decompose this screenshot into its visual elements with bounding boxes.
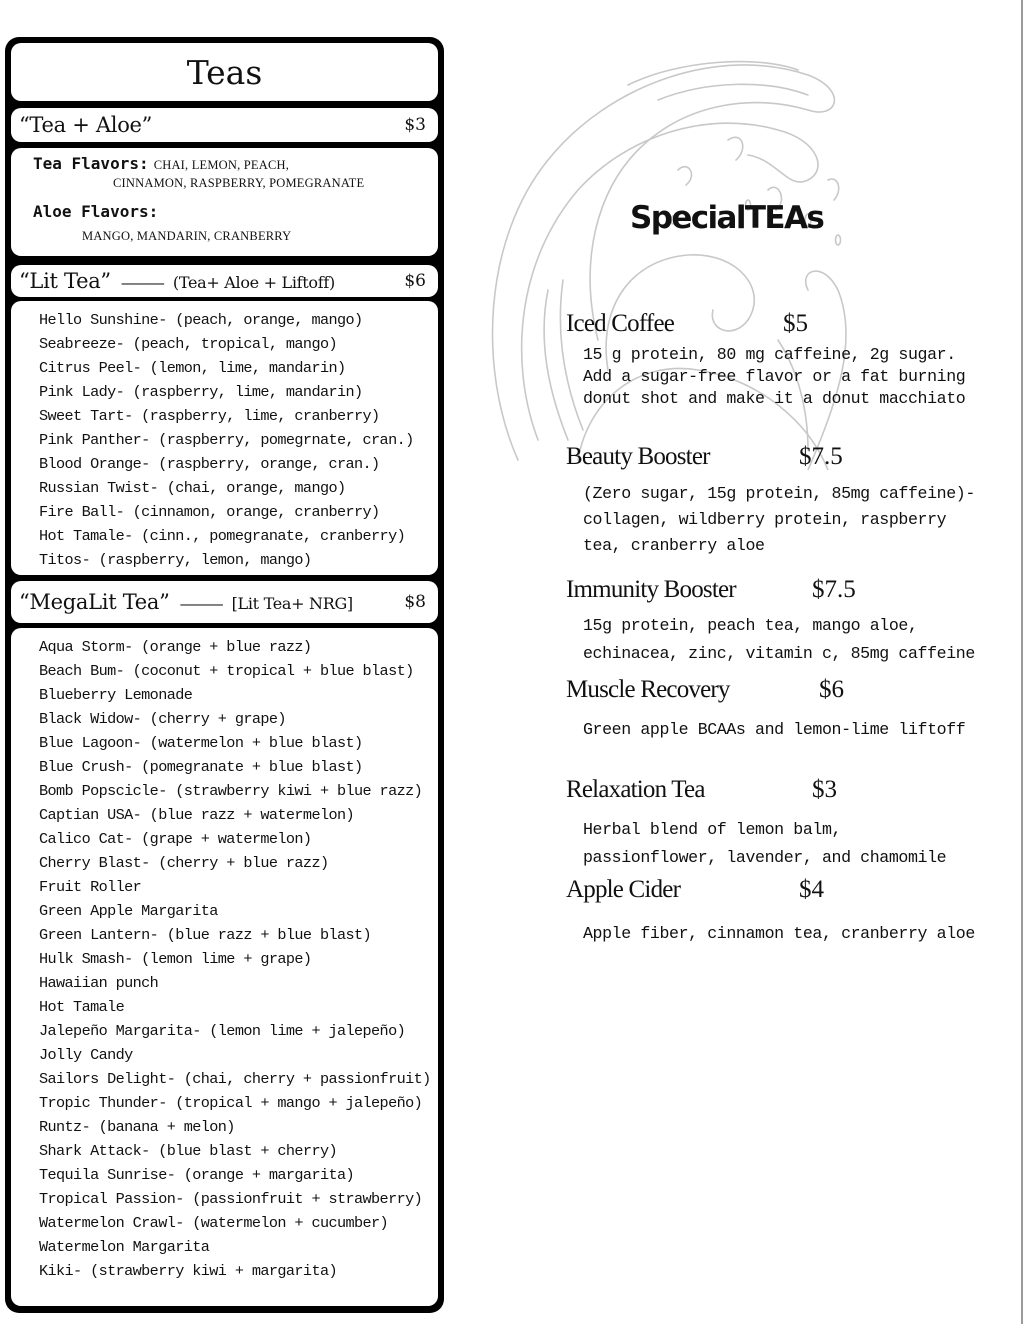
teas-title-panel — [11, 43, 438, 101]
megalit-tea-item: Jalepeño Margarita- (lemon lime + jalepeño) — [39, 1022, 406, 1040]
megalit-tea-subtitle: [Lit Tea+ NRG] — [231, 594, 353, 613]
megalit-tea-item: Blue Crush- (pomegranate + blue blast) — [39, 758, 363, 776]
specialtea-description-line: Herbal blend of lemon balm, — [583, 820, 842, 839]
specialtea-item — [566, 310, 965, 410]
lit-tea-header — [11, 265, 438, 297]
lit-tea-item: Hot Tamale- (cinn., pomegranate, cranberry) — [39, 527, 406, 545]
megalit-tea-item: Beach Bum- (coconut + tropical + blue blast) — [39, 662, 414, 680]
specialtea-name: Apple Cider — [566, 876, 681, 903]
specialtea-header — [566, 676, 965, 710]
lit-tea-list-panel — [11, 301, 438, 575]
specialtea-description-line: Add a sugar-free flavor or a fat burning — [583, 367, 966, 386]
lit-tea-list — [39, 308, 414, 572]
megalit-tea-item: Black Widow- (cherry + grape) — [39, 710, 286, 728]
megalit-tea-item: Hulk Smash- (lemon lime + grape) — [39, 950, 312, 968]
megalit-tea-item: Blue Lagoon- (watermelon + blue blast) — [39, 734, 363, 752]
lit-tea-item: Hello Sunshine- (peach, orange, mango) — [39, 311, 363, 329]
megalit-tea-item: Sailors Delight- (chai, cherry + passionfruit) — [39, 1070, 431, 1088]
lit-tea-item: Titos- (raspberry, lemon, mango) — [39, 551, 312, 569]
tea-aloe-name: “Tea + Aloe” — [19, 113, 153, 137]
wave-crest-2 — [628, 62, 808, 100]
specialtea-description-line: 15 g protein, 80 mg caffeine, 2g sugar. — [583, 345, 956, 364]
tea-aloe-header — [11, 108, 438, 142]
tea-aloe-price: $3 — [404, 115, 426, 135]
megalit-tea-item: Captian USA- (blue razz + watermelon) — [39, 806, 355, 824]
megalit-tea-item: Kiki- (strawberry kiwi + margarita) — [39, 1262, 337, 1280]
lit-tea-item: Fire Ball- (cinnamon, orange, cranberry) — [39, 503, 380, 521]
specialtea-name: Immunity Booster — [566, 576, 736, 603]
lit-tea-subtitle: (Tea+ Aloe + Liftoff) — [172, 273, 335, 292]
specialtea-name: Beauty Booster — [566, 443, 710, 470]
megalit-tea-item: Hot Tamale — [39, 998, 125, 1016]
specialtea-description-line: Green apple BCAAs and lemon-lime liftoff — [583, 720, 966, 739]
specialtea-price: $7.5 — [812, 576, 856, 603]
megalit-tea-item: Calico Cat- (grape + watermelon) — [39, 830, 312, 848]
specialtea-price: $5 — [783, 310, 808, 337]
specialtea-name: Muscle Recovery — [566, 676, 730, 703]
wave-droplet — [836, 235, 841, 245]
megalit-tea-list — [39, 635, 431, 1283]
megalit-tea-item: Tequila Sunrise- (orange + margarita) — [39, 1166, 355, 1184]
specialtea-description-line: echinacea, zinc, vitamin c, 85mg caffeine — [583, 644, 975, 663]
specialtea-item — [566, 443, 975, 559]
megalit-tea-item: Hawaiian punch — [39, 974, 159, 992]
megalit-tea-header — [11, 581, 438, 623]
specialtea-item — [566, 576, 975, 668]
specialteas-title: SpecialTEAs — [630, 200, 824, 236]
megalit-tea-dash: ——— — [179, 594, 222, 613]
megalit-tea-item: Fruit Roller — [39, 878, 142, 896]
megalit-tea-list-panel — [11, 628, 438, 1306]
teas-title: Teas — [186, 53, 263, 92]
page-edge-divider — [1021, 0, 1023, 1324]
megalit-tea-item: Green Apple Margarita — [39, 902, 218, 920]
megalit-tea-item: Runtz- (banana + melon) — [39, 1118, 235, 1136]
specialtea-header — [566, 776, 946, 810]
specialtea-item — [566, 676, 965, 742]
megalit-tea-item: Bomb Popscicle- (strawberry kiwi + blue razz) — [39, 782, 423, 800]
megalit-tea-item: Tropical Passion- (passionfruit + strawberry) — [39, 1190, 423, 1208]
lit-tea-dash: ——— — [120, 273, 163, 292]
specialtea-price: $3 — [812, 776, 837, 803]
specialtea-price: $4 — [799, 876, 824, 903]
specialtea-header — [566, 310, 965, 344]
megalit-tea-item: Watermelon Crawl- (watermelon + cucumber) — [39, 1214, 389, 1232]
megalit-tea-item: Watermelon Margarita — [39, 1238, 210, 1256]
megalit-tea-item: Green Lantern- (blue razz + blue blast) — [39, 926, 372, 944]
specialtea-price: $6 — [819, 676, 844, 703]
aloe-flavors-values: MANGO, MANDARIN, CRANBERRY — [82, 229, 292, 243]
megalit-tea-item: Aqua Storm- (orange + blue razz) — [39, 638, 312, 656]
megalit-tea-item: Blueberry Lemonade — [39, 686, 193, 704]
specialtea-item — [566, 876, 975, 946]
lit-tea-item: Blood Orange- (raspberry, orange, cran.) — [39, 455, 380, 473]
megalit-tea-item: Shark Attack- (blue blast + cherry) — [39, 1142, 337, 1160]
lit-tea-name: “Lit Tea” — [19, 269, 111, 293]
specialtea-description-line: (Zero sugar, 15g protein, 85mg caffeine)- — [583, 484, 975, 503]
specialtea-description-line: tea, cranberry aloe — [583, 536, 765, 555]
specialtea-header — [566, 876, 975, 910]
lit-tea-item: Seabreeze- (peach, tropical, mango) — [39, 335, 337, 353]
lit-tea-item: Citrus Peel- (lemon, lime, mandarin) — [39, 359, 346, 377]
lit-tea-item: Sweet Tart- (raspberry, lime, cranberry) — [39, 407, 380, 425]
megalit-tea-price: $8 — [404, 592, 426, 612]
specialtea-name: Iced Coffee — [566, 310, 675, 337]
specialtea-description-line: donut shot and make it a donut macchiato — [583, 389, 966, 408]
lit-tea-item: Pink Lady- (raspberry, lime, mandarin) — [39, 383, 363, 401]
specialtea-header — [566, 443, 975, 477]
aloe-flavors-label: Aloe Flavors: — [33, 202, 159, 221]
specialtea-name: Relaxation Tea — [566, 776, 705, 803]
specialtea-header — [566, 576, 975, 610]
lit-tea-item: Pink Panther- (raspberry, pomegrnate, cran.) — [39, 431, 414, 449]
megalit-tea-name: “MegaLit Tea” — [19, 590, 170, 614]
tea-flavors-label: Tea Flavors: — [33, 154, 149, 173]
specialtea-description-line: Apple fiber, cinnamon tea, cranberry aloe — [583, 924, 975, 943]
specialtea-price: $7.5 — [799, 443, 843, 470]
teas-menu-board — [5, 37, 444, 1313]
megalit-tea-item: Cherry Blast- (cherry + blue razz) — [39, 854, 329, 872]
flavors-panel — [11, 148, 438, 256]
lit-tea-price: $6 — [404, 271, 426, 291]
specialtea-item — [566, 776, 946, 872]
megalit-tea-item: Jolly Candy — [39, 1046, 133, 1064]
tea-flavors-line2: CINNAMON, RASPBERRY, POMEGRANATE — [113, 176, 365, 190]
megalit-tea-item: Tropic Thunder- (tropical + mango + jalepeño) — [39, 1094, 423, 1112]
lit-tea-item: Russian Twist- (chai, orange, mango) — [39, 479, 346, 497]
specialtea-description-line: passionflower, lavender, and chamomile — [583, 848, 947, 867]
specialtea-description-line: 15g protein, peach tea, mango aloe, — [583, 616, 918, 635]
specialtea-description-line: collagen, wildberry protein, raspberry — [583, 510, 947, 529]
tea-flavors-line1: CHAI, LEMON, PEACH, — [153, 158, 290, 172]
